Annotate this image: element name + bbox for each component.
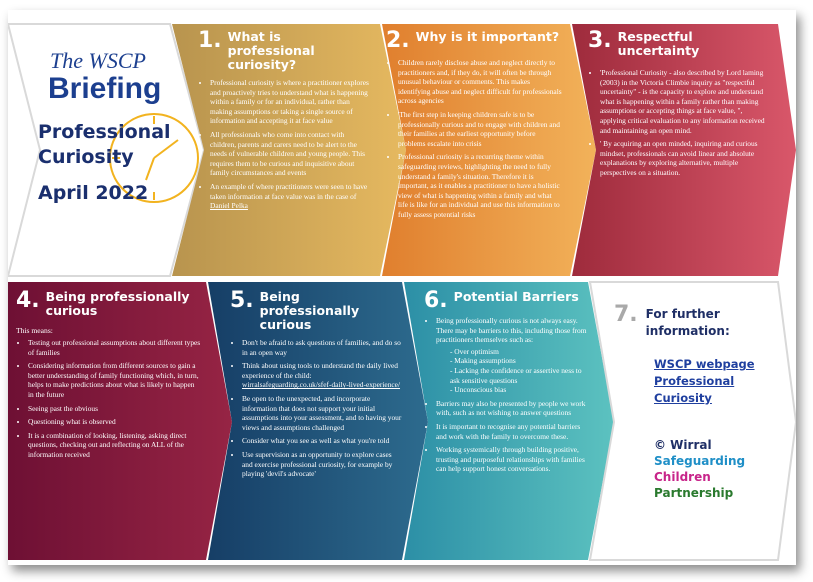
panel-why-important bbox=[386, 30, 562, 224]
panel-4-list bbox=[16, 338, 202, 460]
panel-being-curious-1 bbox=[16, 290, 202, 464]
list-item-text: An example of where practitioners were seen to have taken information at face value was in the case of bbox=[210, 181, 368, 201]
list-item: • Considering information from different sources to gain a better understanding of family functioning which, in turn, helps to make predictions about what is likely to happen in the future bbox=[28, 361, 202, 399]
org-word-children: Children bbox=[654, 470, 711, 484]
panel-5-list bbox=[230, 338, 402, 479]
daily-lived-experience-link[interactable]: wirralsafeguarding.co.uk/sfef-daily-lived-experience/ bbox=[242, 380, 401, 390]
list-item: • Use supervision as an opportunity to explore cases and exercise professional curiosity, for example by playing 'devil's advocate' bbox=[242, 450, 402, 479]
list-item bbox=[210, 182, 370, 211]
list-item: • ' By acquiring an open minded, inquiring and curious mindset, professionals can avoid linear and absolute explanations by exploring alternative, multiple perspectives on a situation. bbox=[600, 139, 768, 177]
panel-6-list bbox=[424, 316, 592, 474]
sub-item: - Over optimism bbox=[450, 346, 499, 356]
title-line2: Briefing bbox=[48, 72, 162, 105]
list-item: • Be open to the unexpected, and incorporate information that does not support your initial assumptions into your assessment, and to having your views and assumptions challenged bbox=[242, 394, 402, 432]
panel-further-info bbox=[614, 302, 792, 501]
list-item: • It is important to recognise any potential barriers and work with the family to overcome these. bbox=[436, 422, 592, 441]
panel-4-title: Being professionally curious bbox=[45, 289, 190, 318]
panel-6-number: 6. bbox=[424, 288, 448, 313]
list-item: • Seeing past the obvious bbox=[28, 404, 202, 414]
list-item-text: Think about using tools to understand the daily lived experience of the child: bbox=[242, 361, 399, 380]
panel-7-title bbox=[646, 306, 730, 340]
title-topic bbox=[38, 120, 171, 170]
daniel-pelka-link[interactable]: Daniel Pelka bbox=[210, 201, 248, 211]
list-item: • Questioning what is observed bbox=[28, 417, 202, 427]
org-word-safeguarding: Safeguarding bbox=[654, 454, 746, 468]
panel-3-list bbox=[588, 68, 768, 178]
briefing-poster bbox=[8, 10, 796, 565]
panel-2-list bbox=[386, 58, 562, 220]
list-item: • Barriers may also be presented by people we work with, such as not wishing to answer questions bbox=[436, 399, 592, 418]
panel-5-title: Being professionally curious bbox=[259, 289, 360, 332]
barriers-sublist bbox=[436, 347, 592, 395]
panel-3-title: Respectful uncertainty bbox=[617, 29, 700, 58]
panel-being-curious-2 bbox=[230, 290, 402, 483]
panel-3-number: 3. bbox=[588, 28, 612, 53]
sub-item: - Unconscious bias bbox=[450, 385, 507, 395]
professional-curiosity-link-a[interactable]: Professional bbox=[654, 374, 735, 388]
list-item: • Professional curiosity is a recurring theme within safeguarding reviews, highlighting the need to fully understand a family's situation. Therefore it is important, as it enables a practitioner to have a holistic view of what is happening within a family and what life is like for an individual and use this information to fully assess potential risks bbox=[398, 152, 562, 219]
title-topic-a: Professional bbox=[38, 121, 171, 143]
title-line1: The WSCP bbox=[50, 48, 146, 73]
list-item-text: Being professionally curious is not always easy. There may be barriers to this, including those from practitioners themselves such as: bbox=[436, 316, 587, 345]
list-item bbox=[436, 316, 592, 395]
panel-5-number: 5. bbox=[230, 288, 254, 313]
list-item: • Consider what you see as well as what you're told bbox=[242, 436, 402, 446]
panel-4-header bbox=[16, 290, 202, 318]
org-word-partnership: Partnership bbox=[654, 486, 734, 500]
title-block bbox=[38, 48, 171, 204]
panel-7-header bbox=[614, 302, 792, 340]
list-item: • It is a combination of looking, listening, asking direct questions, checking out and reflecting on ALL of the information received bbox=[28, 431, 202, 460]
panel-1-number: 1. bbox=[198, 28, 222, 53]
panel-respectful-uncertainty bbox=[588, 30, 768, 182]
panel-7-number: 7. bbox=[614, 302, 638, 327]
panel-2-title: Why is it important? bbox=[415, 29, 560, 44]
list-item: • 'Professional Curiosity - also described by Lord laming (2003) in the Victoria Climbie inquiry as "respectful uncertainty" - is the capacity to explore and understand what is happening within a family rather than making assumptions or accepting things at face value, ", applying critical evaluation to any information received and maintaining an open mind. bbox=[600, 68, 768, 135]
title-date: April 2022 bbox=[38, 182, 149, 204]
panel-4-intro: This means: bbox=[16, 326, 53, 335]
list-item: • Working systemically through building positive, trusting and purposeful relationships with families can help support honest conversations. bbox=[436, 445, 592, 474]
list-item bbox=[242, 361, 402, 390]
panel-1-title: What is professional curiosity? bbox=[227, 29, 315, 72]
wscp-webpage-link[interactable]: WSCP webpage bbox=[654, 357, 755, 371]
org-copyright: © Wirral bbox=[654, 438, 712, 452]
sub-item: - Lacking the confidence or assertive ness to ask sensitive questions bbox=[450, 365, 582, 385]
list-item: • All professionals who come into contact with children, parents and carers need to be alert to the needs of vulnerable children and young people. This requires them to be curious and inquisitive about family circumstances and events bbox=[210, 130, 370, 178]
list-item: • Children rarely disclose abuse and neglect directly to practitioners and, if they do, it will often be through unusual behaviour or comments. This makes identifying abuse and neglect difficult for professionals across agencies bbox=[398, 58, 562, 106]
panel-4-number: 4. bbox=[16, 288, 40, 313]
panel-1-list bbox=[198, 78, 370, 211]
panel-5-header bbox=[230, 290, 402, 332]
panel-potential-barriers bbox=[424, 290, 592, 478]
panel-6-header bbox=[424, 290, 592, 312]
organisation-credit bbox=[654, 437, 792, 501]
panel-2-header bbox=[386, 30, 562, 52]
sub-item: - Making assumptions bbox=[450, 356, 516, 366]
list-item: • Professional curiosity is where a practitioner explores and proactively tries to understand what is happening within a family or for an individual, rather than making assumptions or taking a single source of information and accepting it at face value bbox=[210, 78, 370, 126]
list-item: • Testing out professional assumptions about different types of families bbox=[28, 338, 202, 357]
panel-7-title-b: information: bbox=[645, 324, 730, 338]
panel-what-is bbox=[198, 30, 370, 215]
panel-7-title-a: For further bbox=[645, 307, 720, 321]
professional-curiosity-link-b[interactable]: Curiosity bbox=[654, 391, 712, 405]
panel-6-title: Potential Barriers bbox=[453, 289, 579, 304]
panel-2-number: 2. bbox=[386, 28, 410, 53]
panel-1-header bbox=[198, 30, 370, 72]
list-item: • 'The first step in keeping children safe is to be professionally curious and to engage with children and their families at the earliest opportunity before problems escalate into crisis bbox=[398, 110, 562, 148]
list-item: • Don't be afraid to ask questions of families, and do so in an open way bbox=[242, 338, 402, 357]
resource-links bbox=[654, 356, 792, 407]
title-topic-b: Curiosity bbox=[38, 146, 134, 168]
panel-3-header bbox=[588, 30, 768, 58]
